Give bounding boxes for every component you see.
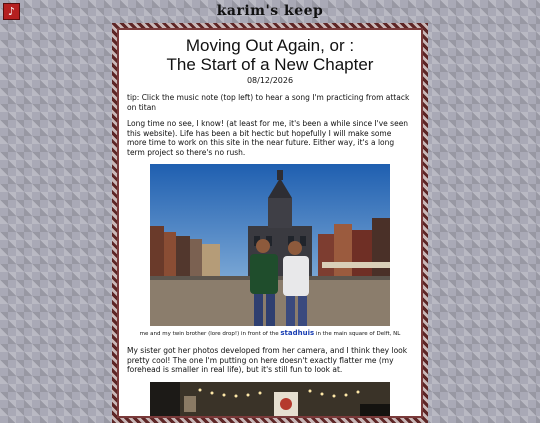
post-title-line-1: Moving Out Again, or : bbox=[185, 36, 355, 55]
post-page bbox=[117, 28, 423, 418]
stadhuis-link[interactable]: stadhuis bbox=[280, 329, 315, 337]
content-frame bbox=[112, 23, 428, 423]
photo-paragraph: My sister got her photos developed from her camera, and I think they look pretty cool! The one I'm putting on here doesn't exactly flatter me (my forehead is smaller in real life), but it's still fun to look at. bbox=[127, 346, 408, 374]
intro-paragraph: Long time no see, I know! (at least for me, it's been a while since I've seen this website). Life has been a bit hectic but hopefully I will make some more time to work on this site in the near future. Either way, it's a long term project so there's no rush. bbox=[127, 119, 409, 157]
room-photo bbox=[150, 382, 390, 419]
photo-caption bbox=[127, 329, 413, 337]
caption-text-after: in the main square of Delft, NL bbox=[314, 331, 401, 337]
site-title: karim's keep bbox=[216, 3, 324, 19]
caption-text-before: me and my twin brother (lore drop!) in front of the bbox=[139, 331, 281, 337]
post-title-line-2: The Start of a New Chapter bbox=[166, 55, 374, 74]
tip-text: tip: Click the music note (top left) to hear a song I'm practicing from attack on titan bbox=[127, 93, 410, 112]
delft-photo bbox=[150, 164, 390, 326]
post-date: 08/12/2026 bbox=[246, 76, 294, 85]
post-title bbox=[127, 36, 413, 74]
music-note-icon: ♪ bbox=[7, 5, 16, 18]
